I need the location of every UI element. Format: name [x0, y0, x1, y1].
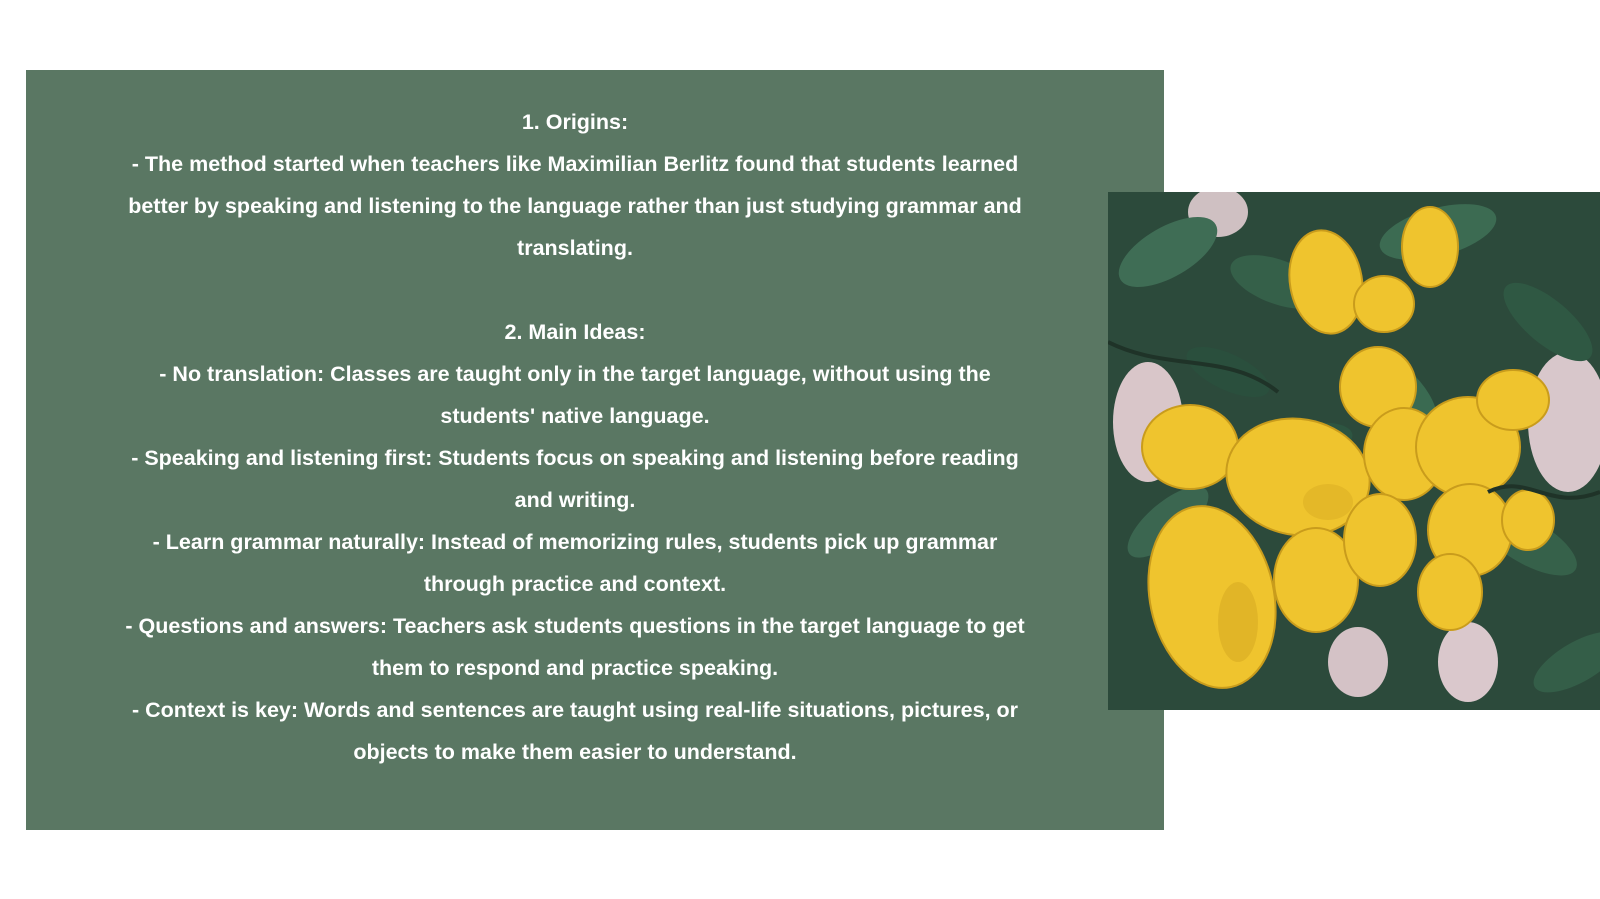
main-ideas-heading: 2. Main Ideas: — [504, 320, 646, 344]
idea-questions: - Questions and answers: Teachers ask students questions in the target language to get them to respond and practice speaking. — [125, 614, 1025, 680]
origins-text: - The method started when teachers like Maximilian Berlitz found that students learned better by speaking and listening to the language rather than just studying grammar and translating. — [128, 152, 1022, 260]
idea-no-translation: - No translation: Classes are taught only in the target language, without using the students' native language. — [159, 362, 991, 428]
idea-grammar: - Learn grammar naturally: Instead of memorizing rules, students pick up grammar through practice and context. — [152, 530, 998, 596]
spacer — [110, 269, 1040, 311]
lemon-tree-photo — [1108, 192, 1600, 710]
slide-text — [110, 101, 1040, 773]
idea-context: - Context is key: Words and sentences are taught using real-life situations, pictures, or objects to make them easier to understand. — [131, 698, 1019, 764]
origins-heading: 1. Origins: — [521, 110, 629, 134]
idea-speaking-listening: - Speaking and listening first: Students focus on speaking and listening before reading and writing. — [131, 446, 1019, 512]
